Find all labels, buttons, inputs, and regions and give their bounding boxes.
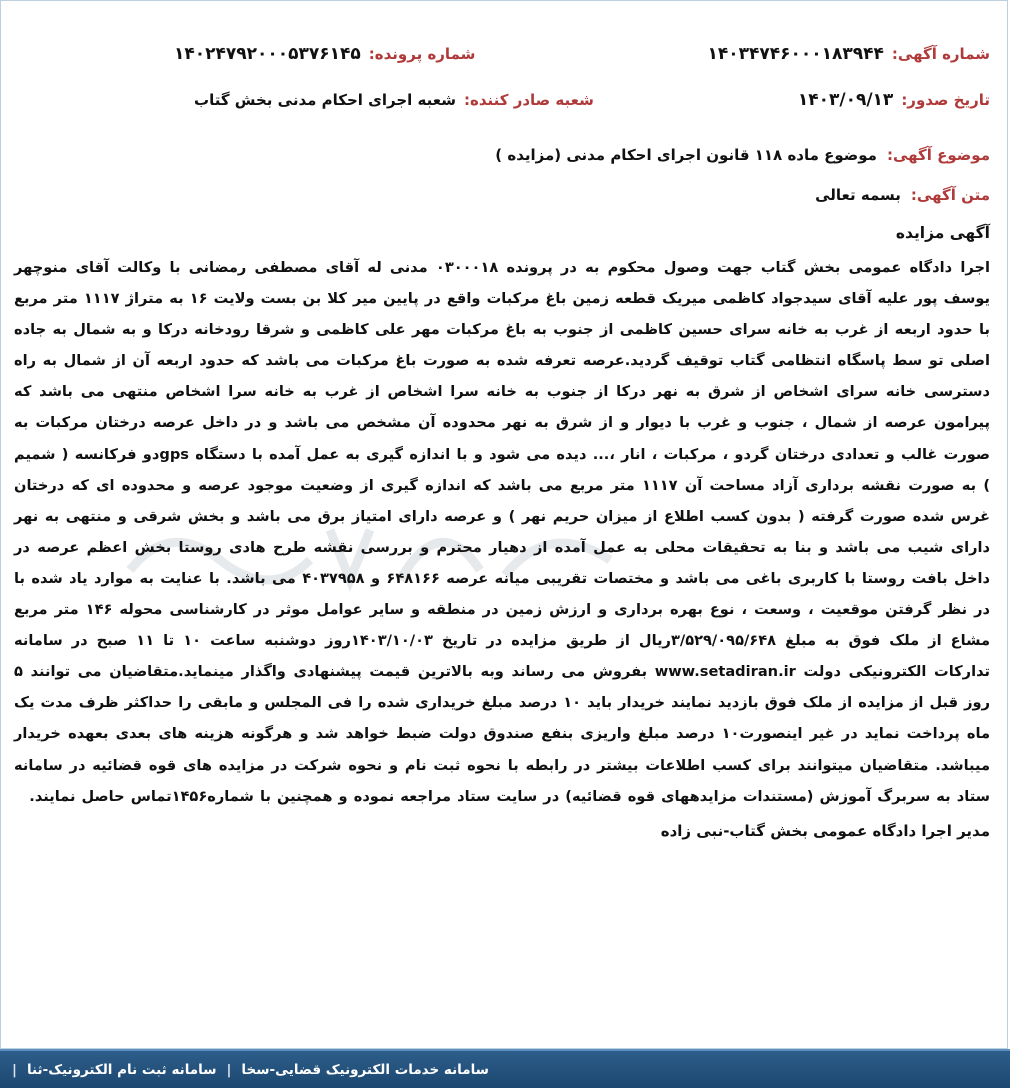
footer-bar xyxy=(0,1049,1010,1088)
text-opening: بسمه تعالی xyxy=(815,186,901,204)
issuer-label: شعبه صادر کننده: xyxy=(463,91,594,109)
notice-page xyxy=(14,30,990,840)
issuer xyxy=(194,91,594,109)
notice-subject xyxy=(14,146,990,164)
notice-text-header xyxy=(14,186,990,204)
notice-number-label: شماره آگهی: xyxy=(891,45,990,63)
text-label: متن آگهی: xyxy=(910,186,990,204)
signature: مدیر اجرا دادگاه عمومی بخش گتاب-نبی زاده xyxy=(660,821,990,840)
footer-separator-end: | xyxy=(12,1061,17,1078)
footer-link-sana[interactable]: سامانه ثبت نام الکترونیک-ثنا xyxy=(26,1061,217,1078)
issuer-value: شعبه اجرای احکام مدنی بخش گتاب xyxy=(194,91,456,109)
notice-body: اجرا دادگاه عمومی بخش گتاب جهت وصول محکوم به در پرونده ۰۳۰۰۰۱۸ مدنی له آقای مصطفی رمضانی با وکالت آقای منوچهر یوسف پور علیه آقای سیدجواد کاظمی میریک قطعه زمین باغ مرکبات واقع در پایین میر کلا بن بست ولایت ۱۶ به متراژ ۱۱۱۷ متر مربع با حدود اربعه از غرب به خانه سرای حسین کاظمی از جنوب به باغ مرکبات مهر علی کاظمی و شرقا رودخانه درکا و به شمال به جاده اصلی تو سط پاسگاه انتظامی گتاب توقیف گردید.عرصه تعرفه شده به صورت باغ مرکبات می باشد که حدود اربعه آن از شمال به راه دسترسی خانه سرای اشخاص از شرق به نهر درکا از جنوب به خانه سرا اشخاص از غرب به خانه سرا اشخاص منتهی می باشد که پیرامون عرصه از شمال ، جنوب و غرب با دیوار و از شرق به نهر محدوده آن مشخص می باشد و در داخل عرصه درختان مرکبات به صورت غالب و تعدادی درختان گردو ، مرکبات ، انار ،... دیده می شود و با اندازه گیری به عمل آمده با دستگاه gpsدو فرکانسه ( شمیم ) به صورت نقشه برداری آزاد مساحت آن ۱۱۱۷ متر مربع می باشد که اندازه گیری از وضعیت موجود عرصه و محدوده ای که درختان غرس شده صورت گرفته ( بدون کسب اطلاع از میزان حریم نهر ) و عرصه دارای امتیاز برق می باشد و بخش شرقی و منتهی به نهر دارای شیب می باشد و بنا به تحقیقات محلی به عمل آمده از دهیار محترم و بررسی نقشه طرح هادی روستا بخش اعظم عرصه در داخل بافت روستا با کاربری باغی می باشد و مختصات تقریبی میانه عرصه ۶۴۸۱۶۶ و ۴۰۳۷۹۵۸ می باشد. با عنایت به موارد یاد شده با در نظر گرفتن موقعیت ، وسعت ، نوع بهره برداری و ارزش زمین در منطقه و سایر عوامل موثر در کارشناسی محوله ۱۴۶ متر مربع مشاع از ملک فوق به مبلغ ۳/۵۲۹/۰۹۵/۶۴۸ریال از طریق مزایده در تاریخ ۱۴۰۳/۱۰/۰۳روز دوشنبه ساعت ۱۰ تا ۱۱ صبح در سامانه تدارکات الکترونیکی دولت www.setadiran.ir بفروش می رساند وبه بالاترین قیمت پیشنهادی واگذار مینماید.متقاضیان می توانند ۵ روز قبل از مزایده از ملک فوق بازدید نمایند خریدار باید ۱۰ درصد مبلغ خریداری شده را فی المجلس و مابقی را حداکثر ظرف مدت یک ماه پرداخت نماید در غیر اینصورت۱۰ درصد مبلغ واریزی بنفع صندوق دولت ضبط خواهد شد و هرگونه هزینه های بعدی بعهده خریدار میباشد. متقاضیان میتوانند برای کسب اطلاعات بیشتر در رابطه با نحوه ثبت نام و نحوه شرکت در مزایده های قوه قضائیه در سامانه ستاد به سربرگ آموزش (مستندات مزایدههای قوه قضائیه) در سایت ستاد مراجعه نموده و همچنین با شماره۱۴۵۶تماس حاصل نمایند. xyxy=(14,259,991,805)
case-number-label: شماره پرونده: xyxy=(368,45,476,63)
footer-link-sakha[interactable]: سامانه خدمات الکترونیک قضایی-سخا xyxy=(241,1061,489,1078)
notice-number-value: ۱۴۰۳۴۷۴۶۰۰۰۱۸۳۹۴۴ xyxy=(707,44,884,64)
subject-label: موضوع آگهی: xyxy=(886,146,990,164)
notice-number xyxy=(708,44,991,64)
meta-row-numbers xyxy=(14,44,990,64)
subject-value: موضوع ماده ۱۱۸ قانون اجرای احکام مدنی (مزایده ) xyxy=(495,146,877,164)
notice-heading: آگهی مزایده xyxy=(895,224,990,242)
issue-date-value: ۱۴۰۳/۰۹/۱۳ xyxy=(797,90,894,110)
footer-separator: | xyxy=(226,1061,232,1078)
case-number xyxy=(174,44,475,64)
meta-row-issue xyxy=(14,90,990,110)
issue-date xyxy=(798,90,990,110)
issue-date-label: تاریخ صدور: xyxy=(901,91,990,109)
case-number-value: ۱۴۰۲۴۷۹۲۰۰۰۵۳۷۶۱۴۵ xyxy=(174,44,361,64)
